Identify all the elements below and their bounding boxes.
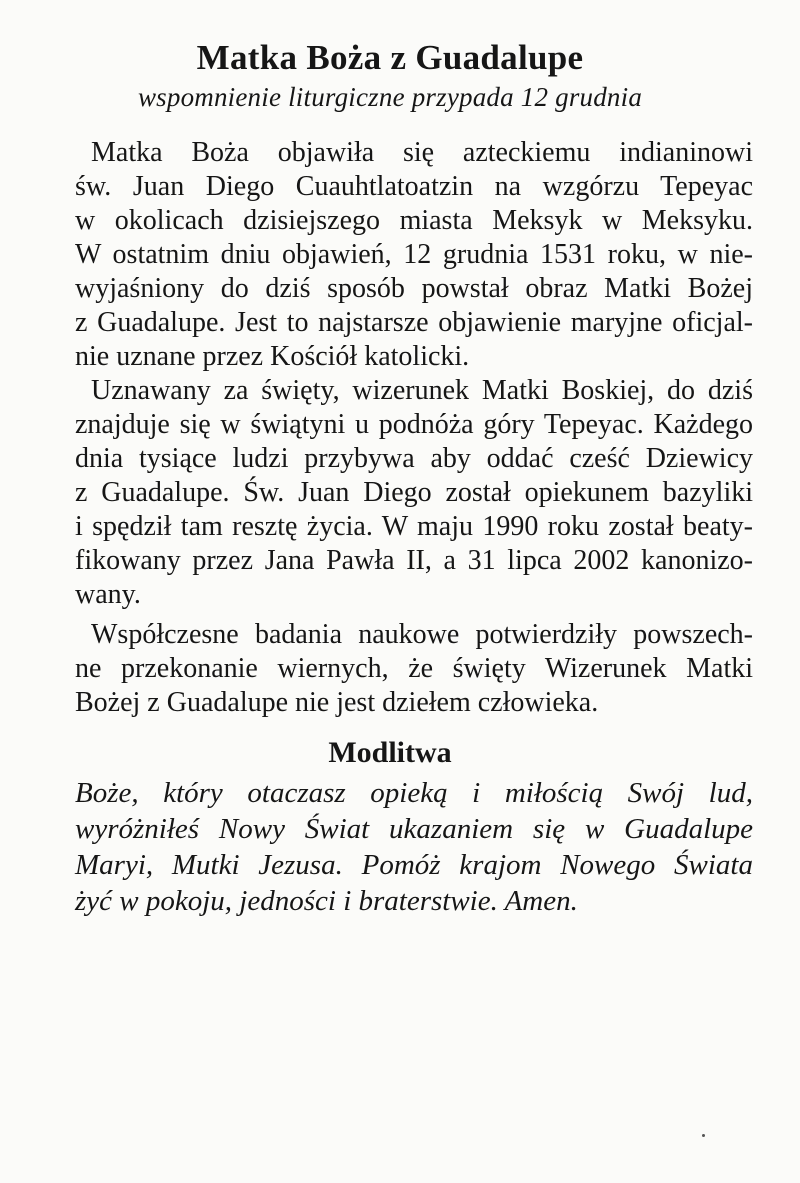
text-line: Uznawany za święty, wizerunek Matki Boskiej, do dziś bbox=[91, 375, 753, 406]
text-line: Bożej z Guadalupe nie jest dziełem człowieka. bbox=[75, 687, 599, 718]
print-speck bbox=[702, 1134, 705, 1137]
text-line: Współczesne badania naukowe potwierdziły powszech- bbox=[91, 619, 753, 650]
text-line: i spędził tam resztę życia. W maju 1990 roku został beaty- bbox=[75, 511, 753, 542]
prayer-line: Boże, który otaczasz opieką i miłością Swój lud, bbox=[75, 777, 753, 809]
text-line: wyjaśniony do dziś sposób powstał obraz Matki Bożej bbox=[75, 273, 753, 304]
prayer-line: wyróżniłeś Nowy Świat ukazaniem się w Guadalupe bbox=[75, 813, 753, 845]
text-line: dnia tysiące ludzi przybywa aby oddać cześć Dziewicy bbox=[75, 443, 753, 474]
text-line: nie uznane przez Kościół katolicki. bbox=[75, 341, 470, 372]
text-line: św. Juan Diego Cuauhtlatoatzin na wzgórzu Tepeyac bbox=[75, 171, 753, 202]
text-line: w okolicach dzisiejszego miasta Meksyk w Meksyku. bbox=[75, 205, 753, 236]
text-line: z Guadalupe. Jest to najstarsze objawienie maryjne oficjal- bbox=[75, 307, 753, 338]
text-line: ne przekonanie wiernych, że święty Wizerunek Matki bbox=[75, 653, 753, 684]
prayer-line: żyć w pokoju, jedności i braterstwie. Amen. bbox=[75, 885, 578, 917]
text-line: Matka Boża objawiła się azteckiemu indianinowi bbox=[91, 137, 753, 168]
text-line: znajduje się w świątyni u podnóża góry Tepeyac. Każdego bbox=[75, 409, 753, 440]
prayer-line: Maryi, Mutki Jezusa. Pomóż krajom Nowego Świata bbox=[75, 849, 753, 881]
text-line: wany. bbox=[75, 579, 141, 610]
prayer-heading: Modlitwa bbox=[328, 736, 452, 769]
page-subtitle: wspomnienie liturgiczne przypada 12 grudnia bbox=[137, 82, 643, 112]
text-line: W ostatnim dniu objawień, 12 grudnia 1531 roku, w nie- bbox=[75, 239, 753, 270]
text-line: z Guadalupe. Św. Juan Diego został opiekunem bazyliki bbox=[75, 477, 753, 508]
page-title: Matka Boża z Guadalupe bbox=[196, 38, 584, 77]
text-line: fikowany przez Jana Pawła II, a 31 lipca 2002 kanonizo- bbox=[75, 545, 753, 576]
